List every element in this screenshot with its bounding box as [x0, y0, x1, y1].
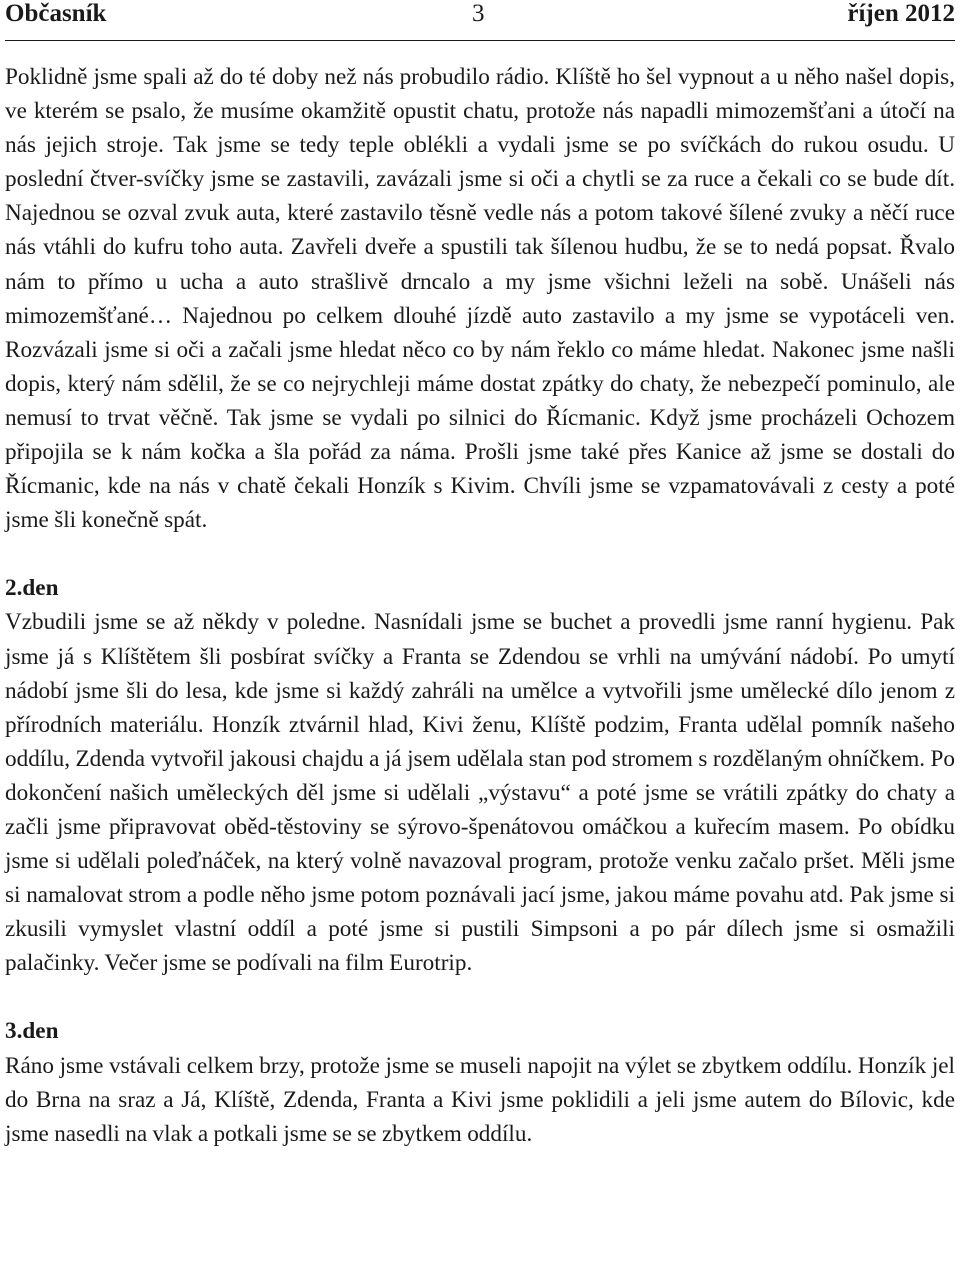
paragraph-day-3: Ráno jsme vstávali celkem brzy, protože jsme se museli napojit na výlet se zbytkem oddílu. Honzík jel do Brna na sraz a Já, Klíště, Zdenda, Franta a Kivi jsme poklidili a jeli jsme autem do Bílovic, kde jsme nasedli na vlak a potkali jsme se se zbytkem oddílu.: [5, 1052, 955, 1147]
heading-day-3: 3.den: [5, 1018, 59, 1045]
article-body: [5, 60, 955, 1151]
paragraph-day-1: Poklidně jsme spali až do té doby než nás probudilo rádio. Klíště ho šel vypnout a u něho našel dopis, ve kterém se psalo, že musíme okamžitě opustit chatu, protože nás napadli mimozemšťani a útočí na nás jejich stroje. Tak jsme se tedy teple oblékli a vydali jsme se po svíčkách do rukou osudu. U poslední čtver-svíčky jsme se zastavili, zavázali jsme si oči a chytli se za ruce a čekali co se bude dít. Najednou se ozval zvuk auta, které zastavilo těsně vedle nás a potom takové šílené zvuky a něčí ruce nás vtáhli do kufru toho auta. Zavřeli dveře a spustili tak šílenou hudbu, že se to nedá popsat. Řvalo nám to přímo u ucha a auto strašlivě drncalo a my jsme všichni leželi na sobě. Unášeli nás mimozemšťané… Najednou po celkem dlouhé jízdě auto zastavilo a my jsme se vypotáceli ven. Rozvázali jsme si oči a začali jsme hledat něco co by nám řeklo co máme hledat. Nakonec jsme našli dopis, který nám sdělil, že se co nejrychleji máme dostat zpátky do chaty, že nebezpečí pominulo, ale nemusí to trvat věčně. Tak jsme se vydali po silnici do Řícmanic. Když jsme procházeli Ochozem připojila se k nám kočka a šla pořád za náma. Prošli jsme také přes Kanice až jsme se dostali do Řícmanic, kde na nás v chatě čekali Honzík s Kivim. Chvíli jsme se vzpamatovávali z cesty a poté jsme šli konečně spát.: [5, 64, 955, 534]
paragraph-day-2: Vzbudili jsme se až někdy v poledne. Nasnídali jsme se buchet a provedli jsme ranní hygienu. Pak jsme já s Klíštětem šli posbírat svíčky a Franta se Zdendou se vrhli na umývání nádobí. Po umytí nádobí jsme šli do lesa, kde jsme si každý zahráli na umělce a vytvořili jsme umělecké dílo jenom z přírodních materiálu. Honzík ztvárnil hlad, Kivi ženu, Klíště podzim, Franta udělal pomník našeho oddílu, Zdenda vytvořil jakousi chajdu a já jsem udělala stan pod stromem s rozdělaným ohníčkem. Po dokončení našich uměleckých děl jsme si udělali „výstavu“ a poté jsme se vrátili zpátky do chaty a začli jsme připravovat oběd-těstoviny se sýrovo-špenátovou omáčkou a kuřecím masem. Po obídku jsme si udělali poleďnáček, na který volně navazoval program, protože venku začalo pršet. Měli jsme si namalovat strom a podle něho jsme potom poznávali jací jsme, jakou máme povahu atd. Pak jsme si zkusili vymyslet vlastní oddíl a poté jsme si pustili Simpsoni a po pár dílech jsme si osmažili palačinky. Večer jsme se podívali na film Eurotrip.: [5, 609, 955, 977]
issue-date: říjen 2012: [847, 0, 955, 27]
page-number: 3: [472, 0, 485, 27]
publication-title: Občasník: [5, 0, 107, 27]
heading-day-2: 2.den: [5, 575, 59, 602]
page-header: [5, 0, 955, 41]
